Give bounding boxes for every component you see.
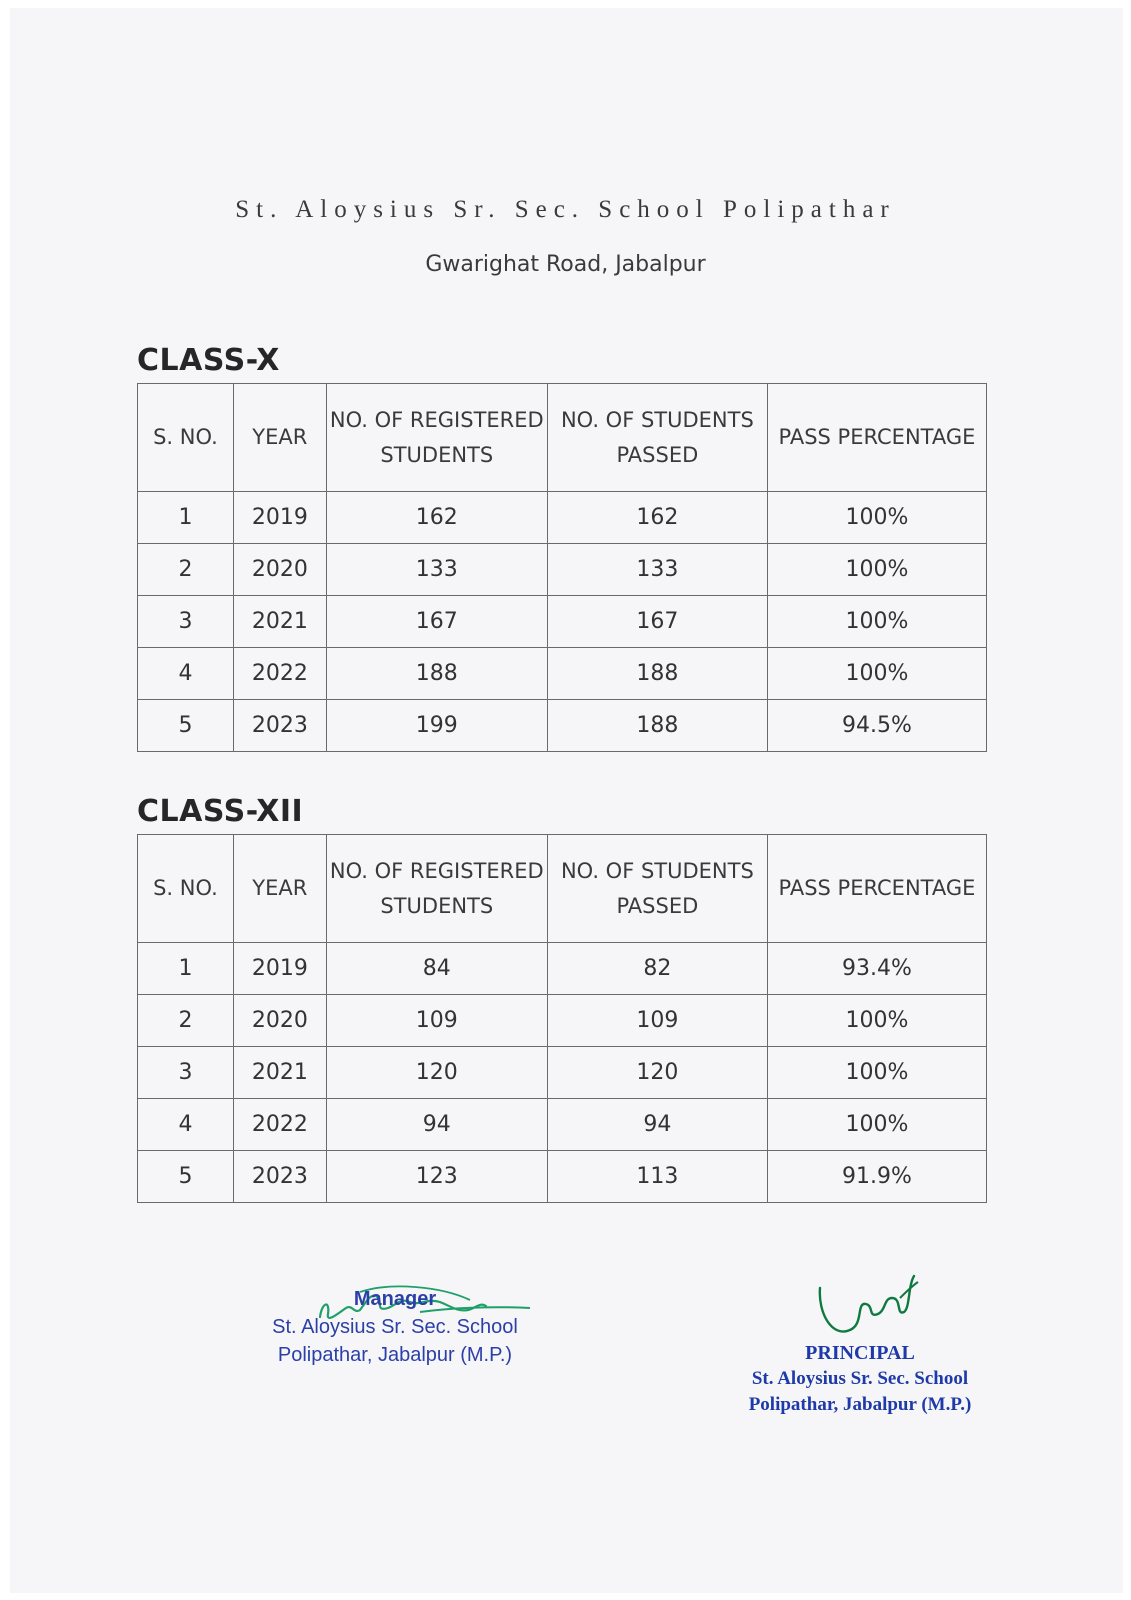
cell-percentage: 93.4% — [767, 943, 986, 995]
cell-percentage: 100% — [767, 1047, 986, 1099]
table-row — [138, 1099, 987, 1151]
cell-passed: 113 — [547, 1151, 767, 1203]
table-row — [138, 943, 987, 995]
class-xii-title: CLASS-XII — [137, 794, 304, 829]
table-row — [138, 544, 987, 596]
cell-passed: 82 — [547, 943, 767, 995]
col-header-percentage: PASS PERCENTAGE — [767, 835, 986, 943]
cell-year: 2022 — [233, 1099, 326, 1151]
cell-percentage: 94.5% — [767, 700, 986, 752]
cell-passed: 109 — [547, 995, 767, 1047]
col-header-registered: NO. OF REGISTERED STUDENTS — [326, 384, 547, 492]
col-header-passed: NO. OF STUDENTS PASSED — [547, 835, 767, 943]
manager-stamp — [250, 1285, 540, 1369]
cell-registered: 123 — [326, 1151, 547, 1203]
cell-percentage: 100% — [767, 648, 986, 700]
cell-year: 2019 — [233, 943, 326, 995]
cell-year: 2023 — [233, 1151, 326, 1203]
table-row — [138, 995, 987, 1047]
principal-stamp-line1: St. Aloysius Sr. Sec. School — [751, 1368, 969, 1389]
cell-year: 2022 — [233, 648, 326, 700]
cell-registered: 94 — [326, 1099, 547, 1151]
cell-sno: 2 — [138, 544, 234, 596]
cell-sno: 3 — [138, 1047, 234, 1099]
cell-registered: 188 — [326, 648, 547, 700]
table-row — [138, 596, 987, 648]
principal-stamp-line2: Polipathar, Jabalpur (M.P.) — [748, 1394, 972, 1415]
cell-sno: 1 — [138, 943, 234, 995]
cell-year: 2020 — [233, 995, 326, 1047]
cell-percentage: 100% — [767, 596, 986, 648]
cell-year: 2020 — [233, 544, 326, 596]
cell-sno: 1 — [138, 492, 234, 544]
principal-stamp — [730, 1340, 990, 1418]
table-row — [138, 1151, 987, 1203]
cell-sno: 5 — [138, 700, 234, 752]
cell-percentage: 100% — [767, 995, 986, 1047]
cell-sno: 3 — [138, 596, 234, 648]
class-xii-table — [137, 834, 987, 1203]
table-header-row — [138, 384, 987, 492]
cell-passed: 133 — [547, 544, 767, 596]
col-header-sno: S. NO. — [138, 835, 234, 943]
cell-sno: 4 — [138, 648, 234, 700]
col-header-registered: NO. OF REGISTERED STUDENTS — [326, 835, 547, 943]
cell-registered: 109 — [326, 995, 547, 1047]
cell-passed: 94 — [547, 1099, 767, 1151]
cell-year: 2021 — [233, 596, 326, 648]
col-header-percentage: PASS PERCENTAGE — [767, 384, 986, 492]
col-header-sno: S. NO. — [138, 384, 234, 492]
cell-passed: 188 — [547, 700, 767, 752]
col-header-passed: NO. OF STUDENTS PASSED — [547, 384, 767, 492]
manager-stamp-line1: St. Aloysius Sr. Sec. School — [272, 1316, 518, 1338]
cell-year: 2021 — [233, 1047, 326, 1099]
cell-registered: 167 — [326, 596, 547, 648]
cell-sno: 4 — [138, 1099, 234, 1151]
cell-registered: 162 — [326, 492, 547, 544]
cell-percentage: 100% — [767, 544, 986, 596]
principal-signature — [812, 1268, 922, 1348]
manager-title: Manager — [353, 1288, 437, 1310]
cell-passed: 167 — [547, 596, 767, 648]
cell-registered: 199 — [326, 700, 547, 752]
table-row — [138, 492, 987, 544]
col-header-year: YEAR — [233, 384, 326, 492]
cell-registered: 120 — [326, 1047, 547, 1099]
class-x-table — [137, 383, 987, 752]
cell-registered: 84 — [326, 943, 547, 995]
class-x-title: CLASS-X — [137, 343, 280, 378]
col-header-year: YEAR — [233, 835, 326, 943]
table-row — [138, 1047, 987, 1099]
cell-percentage: 91.9% — [767, 1151, 986, 1203]
cell-sno: 2 — [138, 995, 234, 1047]
cell-percentage: 100% — [767, 1099, 986, 1151]
principal-title: PRINCIPAL — [805, 1342, 915, 1364]
school-name: St. Aloysius Sr. Sec. School Polipathar — [235, 196, 896, 223]
cell-passed: 120 — [547, 1047, 767, 1099]
manager-stamp-line2: Polipathar, Jabalpur (M.P.) — [277, 1344, 513, 1366]
school-address: Gwarighat Road, Jabalpur — [425, 252, 706, 277]
cell-sno: 5 — [138, 1151, 234, 1203]
cell-year: 2019 — [233, 492, 326, 544]
cell-registered: 133 — [326, 544, 547, 596]
cell-year: 2023 — [233, 700, 326, 752]
table-row — [138, 700, 987, 752]
table-header-row — [138, 835, 987, 943]
cell-passed: 162 — [547, 492, 767, 544]
cell-passed: 188 — [547, 648, 767, 700]
cell-percentage: 100% — [767, 492, 986, 544]
table-row — [138, 648, 987, 700]
